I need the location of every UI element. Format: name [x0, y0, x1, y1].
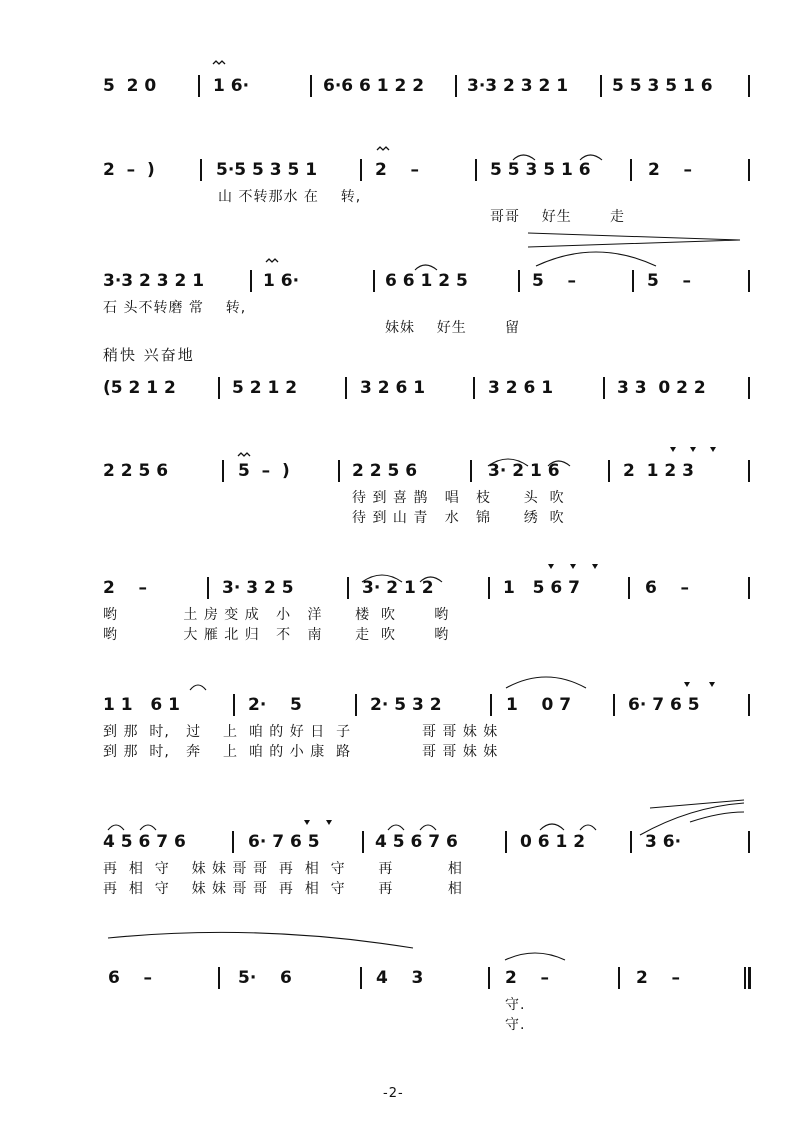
measure-notes: 6· 7 6 5 [248, 832, 320, 852]
measure-notes: 5 5 3 5 1 6 [612, 76, 713, 96]
lyric-line: 到 那 时, 奔 上 咱 的 小 康 路 哥 哥 妹 妹 [103, 744, 499, 760]
measure-notes: 5· 6 [238, 968, 292, 988]
measure-notes: 3 2 6 1 [488, 378, 554, 398]
lyric-line: 到 那 时, 过 上 咱 的 好 日 子 哥 哥 妹 妹 [103, 724, 499, 740]
measure-notes: 2· 5 [248, 695, 302, 715]
tempo-marking: 稍快 兴奋地 [103, 346, 195, 364]
mordent-mark [377, 147, 389, 150]
measure-notes: 2 – [103, 578, 148, 598]
lyric-line: 再 相 守 妹 妹 哥 哥 再 相 守 再 相 [103, 861, 463, 877]
measure-notes: 6·6 6 1 2 2 [323, 76, 425, 96]
measure-notes: 4 5 6 7 6 [375, 832, 458, 852]
lyric-line: 哟 大 雁 北 归 不 南 走 吹 哟 [103, 627, 450, 643]
measure-notes: 2 – [648, 160, 693, 180]
mordent-mark [213, 61, 225, 64]
measure-notes: 5·5 5 3 5 1 [216, 160, 318, 180]
measure-notes: 1 5 6 7 [503, 578, 580, 598]
measure-notes: 2 – [505, 968, 550, 988]
measure-notes: 2· 5 3 2 [370, 695, 442, 715]
lyric-line: 哥哥 好生 走 [490, 209, 625, 225]
measure-notes: 4 3 [376, 968, 424, 988]
lyric-line: 山 不转那水 在 转, [218, 189, 362, 205]
mordent-mark [238, 453, 250, 456]
measure-notes: 1 6· [213, 76, 250, 96]
measure-notes: 2 2 5 6 [352, 461, 418, 481]
measure-notes: 3 6· [645, 832, 682, 852]
measure-notes: 3·3 2 3 2 1 [103, 271, 205, 291]
mordent-mark [266, 259, 278, 262]
lyric-line: 待 到 山 青 水 锦 绣 吹 [352, 510, 565, 526]
measure-notes: 1 6· [263, 271, 300, 291]
measure-notes: 3· 2 1 2 [362, 578, 434, 598]
measure-notes: 2 – [636, 968, 681, 988]
measure-notes: 2 1 2 3 [623, 461, 694, 481]
measure-notes: 3· 3 2 5 [222, 578, 294, 598]
measure-notes: 5 2 0 [103, 76, 157, 96]
lyric-line: 待 到 喜 鹊 唱 枝 头 吹 [352, 490, 565, 506]
measure-notes: 1 0 7 [506, 695, 572, 715]
measure-notes: 3·3 2 3 2 1 [467, 76, 569, 96]
measure-notes: 6 – [108, 968, 153, 988]
lyric-line: 守. [505, 1017, 526, 1033]
measure-notes: 1 1 6 1 [103, 695, 180, 715]
measure-notes: 6· 7 6 5 [628, 695, 700, 715]
measure-notes: 2 2 5 6 [103, 461, 169, 481]
lyric-line: 再 相 守 妹 妹 哥 哥 再 相 守 再 相 [103, 881, 463, 897]
lyric-line: 哟 土 房 变 成 小 洋 楼 吹 哟 [103, 607, 450, 623]
measure-notes: 5 – [647, 271, 692, 291]
lyric-line: 守. [505, 997, 526, 1013]
measure-notes: 2 – ) [103, 160, 155, 180]
lyric-line: 妹妹 好生 留 [385, 320, 520, 336]
measure-notes: 3 3 0 2 2 [617, 378, 706, 398]
measure-notes: 5 – [532, 271, 577, 291]
measure-notes: 6 – [645, 578, 690, 598]
measure-notes: 4 5 6 7 6 [103, 832, 186, 852]
measure-notes: 0 6 1 2 [520, 832, 586, 852]
measure-notes: 5 – ) [238, 461, 290, 481]
page-number: -2- [383, 1086, 404, 1101]
measure-notes: 6 6 1 2 5 [385, 271, 468, 291]
measure-notes: 5 5 3 5 1 6 [490, 160, 591, 180]
measure-notes: 5 2 1 2 [232, 378, 298, 398]
measure-notes: 3· 2 1 6 [488, 461, 560, 481]
measure-notes: 3 2 6 1 [360, 378, 426, 398]
lyric-line: 石 头不转磨 常 转, [103, 300, 247, 316]
measure-notes: (5 2 1 2 [103, 378, 176, 398]
measure-notes: 2 – [375, 160, 420, 180]
